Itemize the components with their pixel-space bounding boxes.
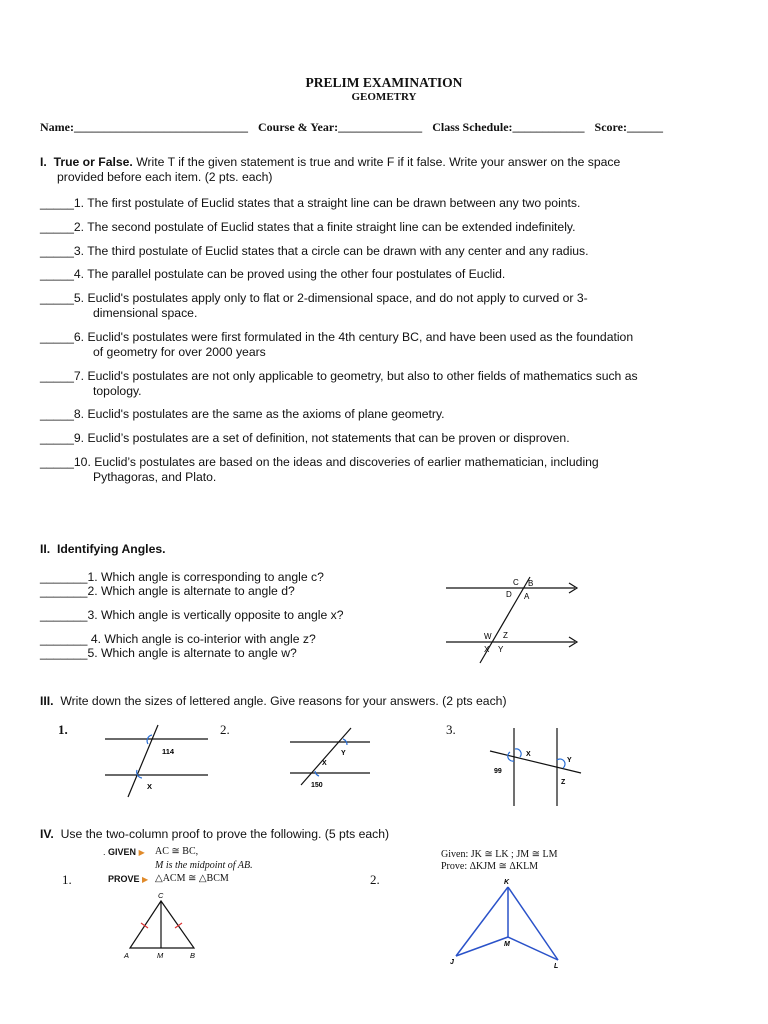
class-schedule-field[interactable]: Class Schedule:____________	[432, 120, 585, 134]
angle-figure-3-1	[100, 722, 212, 800]
item-text: _____1. The first postulate of Euclid states that a straight line can be drawn between any two points.	[40, 196, 581, 210]
proof-1-given-2: M is the midpoint of AB.	[155, 860, 253, 871]
proof-1-prove-label: PROVE ▶	[108, 874, 149, 884]
angle-question-2[interactable]: _______2. Which angle is alternate to angle d?	[40, 584, 295, 598]
item-text: _____7. Euclid's postulates are not only applicable to geometry, but also to other fields of mathematics such as	[40, 369, 638, 383]
student-info-line	[40, 120, 740, 135]
angle-value-114: 114	[162, 747, 175, 756]
angle-figure-3-2	[285, 725, 375, 795]
figure-3-3-number: 3.	[446, 722, 456, 737]
section-2-header	[40, 542, 166, 556]
section-1-instruction-line-2: provided before each item. (2 pts. each)	[57, 170, 273, 184]
item-text: _____5. Euclid's postulates apply only to flat or 2-dimensional space, and do not apply to curved or 3-	[40, 291, 588, 305]
label-k: K	[504, 879, 510, 886]
section-3-heading: Write down the sizes of lettered angle. Give reasons for your answers. (2 pts each)	[60, 694, 507, 708]
angle-figure-3-3	[485, 722, 585, 808]
item-text-continued: Pythagoras, and Plato.	[93, 470, 217, 484]
figure-3-2-number: 2.	[220, 722, 230, 737]
angle-variable-x: X	[526, 751, 531, 758]
angle-question-3[interactable]: _______3. Which angle is vertically opposite to angle x?	[40, 608, 344, 622]
angle-variable-x: X	[147, 782, 153, 791]
exam-subtitle: GEOMETRY	[351, 91, 417, 103]
label-a: A	[524, 592, 530, 601]
angle-question-1[interactable]: _______1. Which angle is corresponding to angle c?	[40, 570, 324, 584]
label-m: M	[157, 951, 164, 960]
label-l: L	[554, 963, 559, 970]
item-text-continued: topology.	[93, 384, 142, 398]
section-4-numeral: IV.	[40, 827, 54, 841]
angle-question-5[interactable]: _______5. Which angle is alternate to angle w?	[40, 646, 297, 660]
item-text: _____10. Euclid’s postulates are based on the ideas and discoveries of earlier mathematician, including	[40, 455, 599, 469]
angle-variable-x: X	[322, 760, 327, 767]
label-b: B	[528, 579, 534, 588]
label-m: M	[504, 941, 510, 948]
triangle-bullet-icon: ▶	[138, 848, 145, 857]
label-c: C	[513, 578, 519, 587]
parallel-lines-transversal-figure	[440, 575, 590, 665]
true-false-item-8[interactable]	[40, 407, 730, 422]
proof-2-given: Given: JK ≅ LK ; JM ≅ LM	[441, 849, 558, 860]
section-4-heading: Use the two-column proof to prove the following. (5 pts each)	[60, 827, 390, 841]
true-false-item-10[interactable]	[40, 455, 730, 485]
item-text-continued: of geometry for over 2000 years	[93, 345, 266, 359]
section-2-heading: Identifying Angles.	[56, 542, 166, 556]
angle-variable-z: Z	[561, 779, 566, 786]
section-1-heading: True or False.	[53, 155, 133, 169]
item-text: _____3. The third postulate of Euclid states that a circle can be drawn with any center and any radius.	[40, 244, 589, 258]
triangle-bullet-icon: ▶	[142, 875, 149, 884]
true-false-item-1[interactable]	[40, 196, 730, 211]
section-1-instruction-line-1: Write T if the given statement is true and write F if it false. Write your answer on the space	[136, 155, 621, 169]
label-w: W	[484, 632, 492, 641]
angle-question-4[interactable]: _______ 4. Which angle is co-interior with angle z?	[40, 632, 316, 646]
proof-1-number: 1.	[62, 872, 72, 887]
item-text-continued: dimensional space.	[93, 306, 198, 320]
proof-1-given-1: AC ≅ BC,	[155, 846, 199, 857]
name-field[interactable]: Name:_____________________________	[40, 120, 248, 134]
item-text: _____4. The parallel postulate can be proved using the other four postulates of Euclid.	[40, 267, 506, 281]
item-text: _____8. Euclid's postulates are the same as the axioms of plane geometry.	[40, 407, 445, 421]
true-false-item-2[interactable]	[40, 220, 730, 235]
label-z: Z	[503, 631, 508, 640]
true-false-item-9[interactable]	[40, 431, 730, 446]
label-d: D	[506, 590, 512, 599]
section-1-numeral: I.	[40, 155, 47, 169]
proof-2-kite-figure	[448, 875, 568, 970]
exam-title: PRELIM EXAMINATION	[305, 75, 463, 90]
course-year-field[interactable]: Course & Year:______________	[257, 120, 423, 134]
label-c: C	[158, 891, 164, 900]
angle-arc-icon	[515, 749, 521, 757]
tick-mark-icon	[175, 923, 182, 928]
label-y: Y	[498, 645, 504, 654]
angle-value-99: 99	[494, 768, 502, 775]
label-a: A	[124, 951, 130, 960]
label-x: X	[484, 645, 490, 654]
angle-variable-y: Y	[341, 750, 346, 757]
item-text: _____9. Euclid’s postulates are a set of definition, not statements that can be proven or disproven.	[40, 431, 570, 445]
tick-mark-icon	[141, 923, 148, 928]
proof-2-number: 2.	[370, 872, 380, 887]
section-3-numeral: III.	[40, 694, 54, 708]
proof-1-given-label: . GIVEN ▶	[103, 847, 145, 857]
section-2-numeral: II.	[40, 542, 51, 556]
section-4-header	[40, 827, 740, 842]
label-b: B	[190, 951, 196, 960]
proof-2-prove: Prove: ΔKJM ≅ ΔKLM	[441, 861, 539, 872]
section-1-instructions	[40, 155, 740, 185]
true-false-item-4[interactable]	[40, 267, 730, 282]
angle-value-150: 150	[311, 782, 323, 789]
true-false-item-3[interactable]	[40, 244, 730, 259]
label-j: J	[450, 959, 454, 966]
true-false-item-6[interactable]	[40, 330, 730, 360]
score-field[interactable]: Score:______	[594, 120, 663, 134]
true-false-item-7[interactable]	[40, 369, 730, 399]
item-text: _____2. The second postulate of Euclid states that a finite straight line can be extended indefinitely.	[40, 220, 576, 234]
item-text: _____6. Euclid's postulates were first formulated in the 4th century BC, and have been used as the foundation	[40, 330, 634, 344]
section-3-header	[40, 694, 740, 709]
true-false-item-5[interactable]	[40, 291, 730, 321]
figure-3-1-number: 1.	[58, 722, 68, 737]
proof-1-triangle-figure	[118, 888, 208, 963]
angle-variable-y: Y	[567, 757, 572, 764]
angle-arc-icon	[557, 759, 565, 768]
proof-1-prove-statement: △ACM ≅ △BCM	[155, 873, 229, 884]
